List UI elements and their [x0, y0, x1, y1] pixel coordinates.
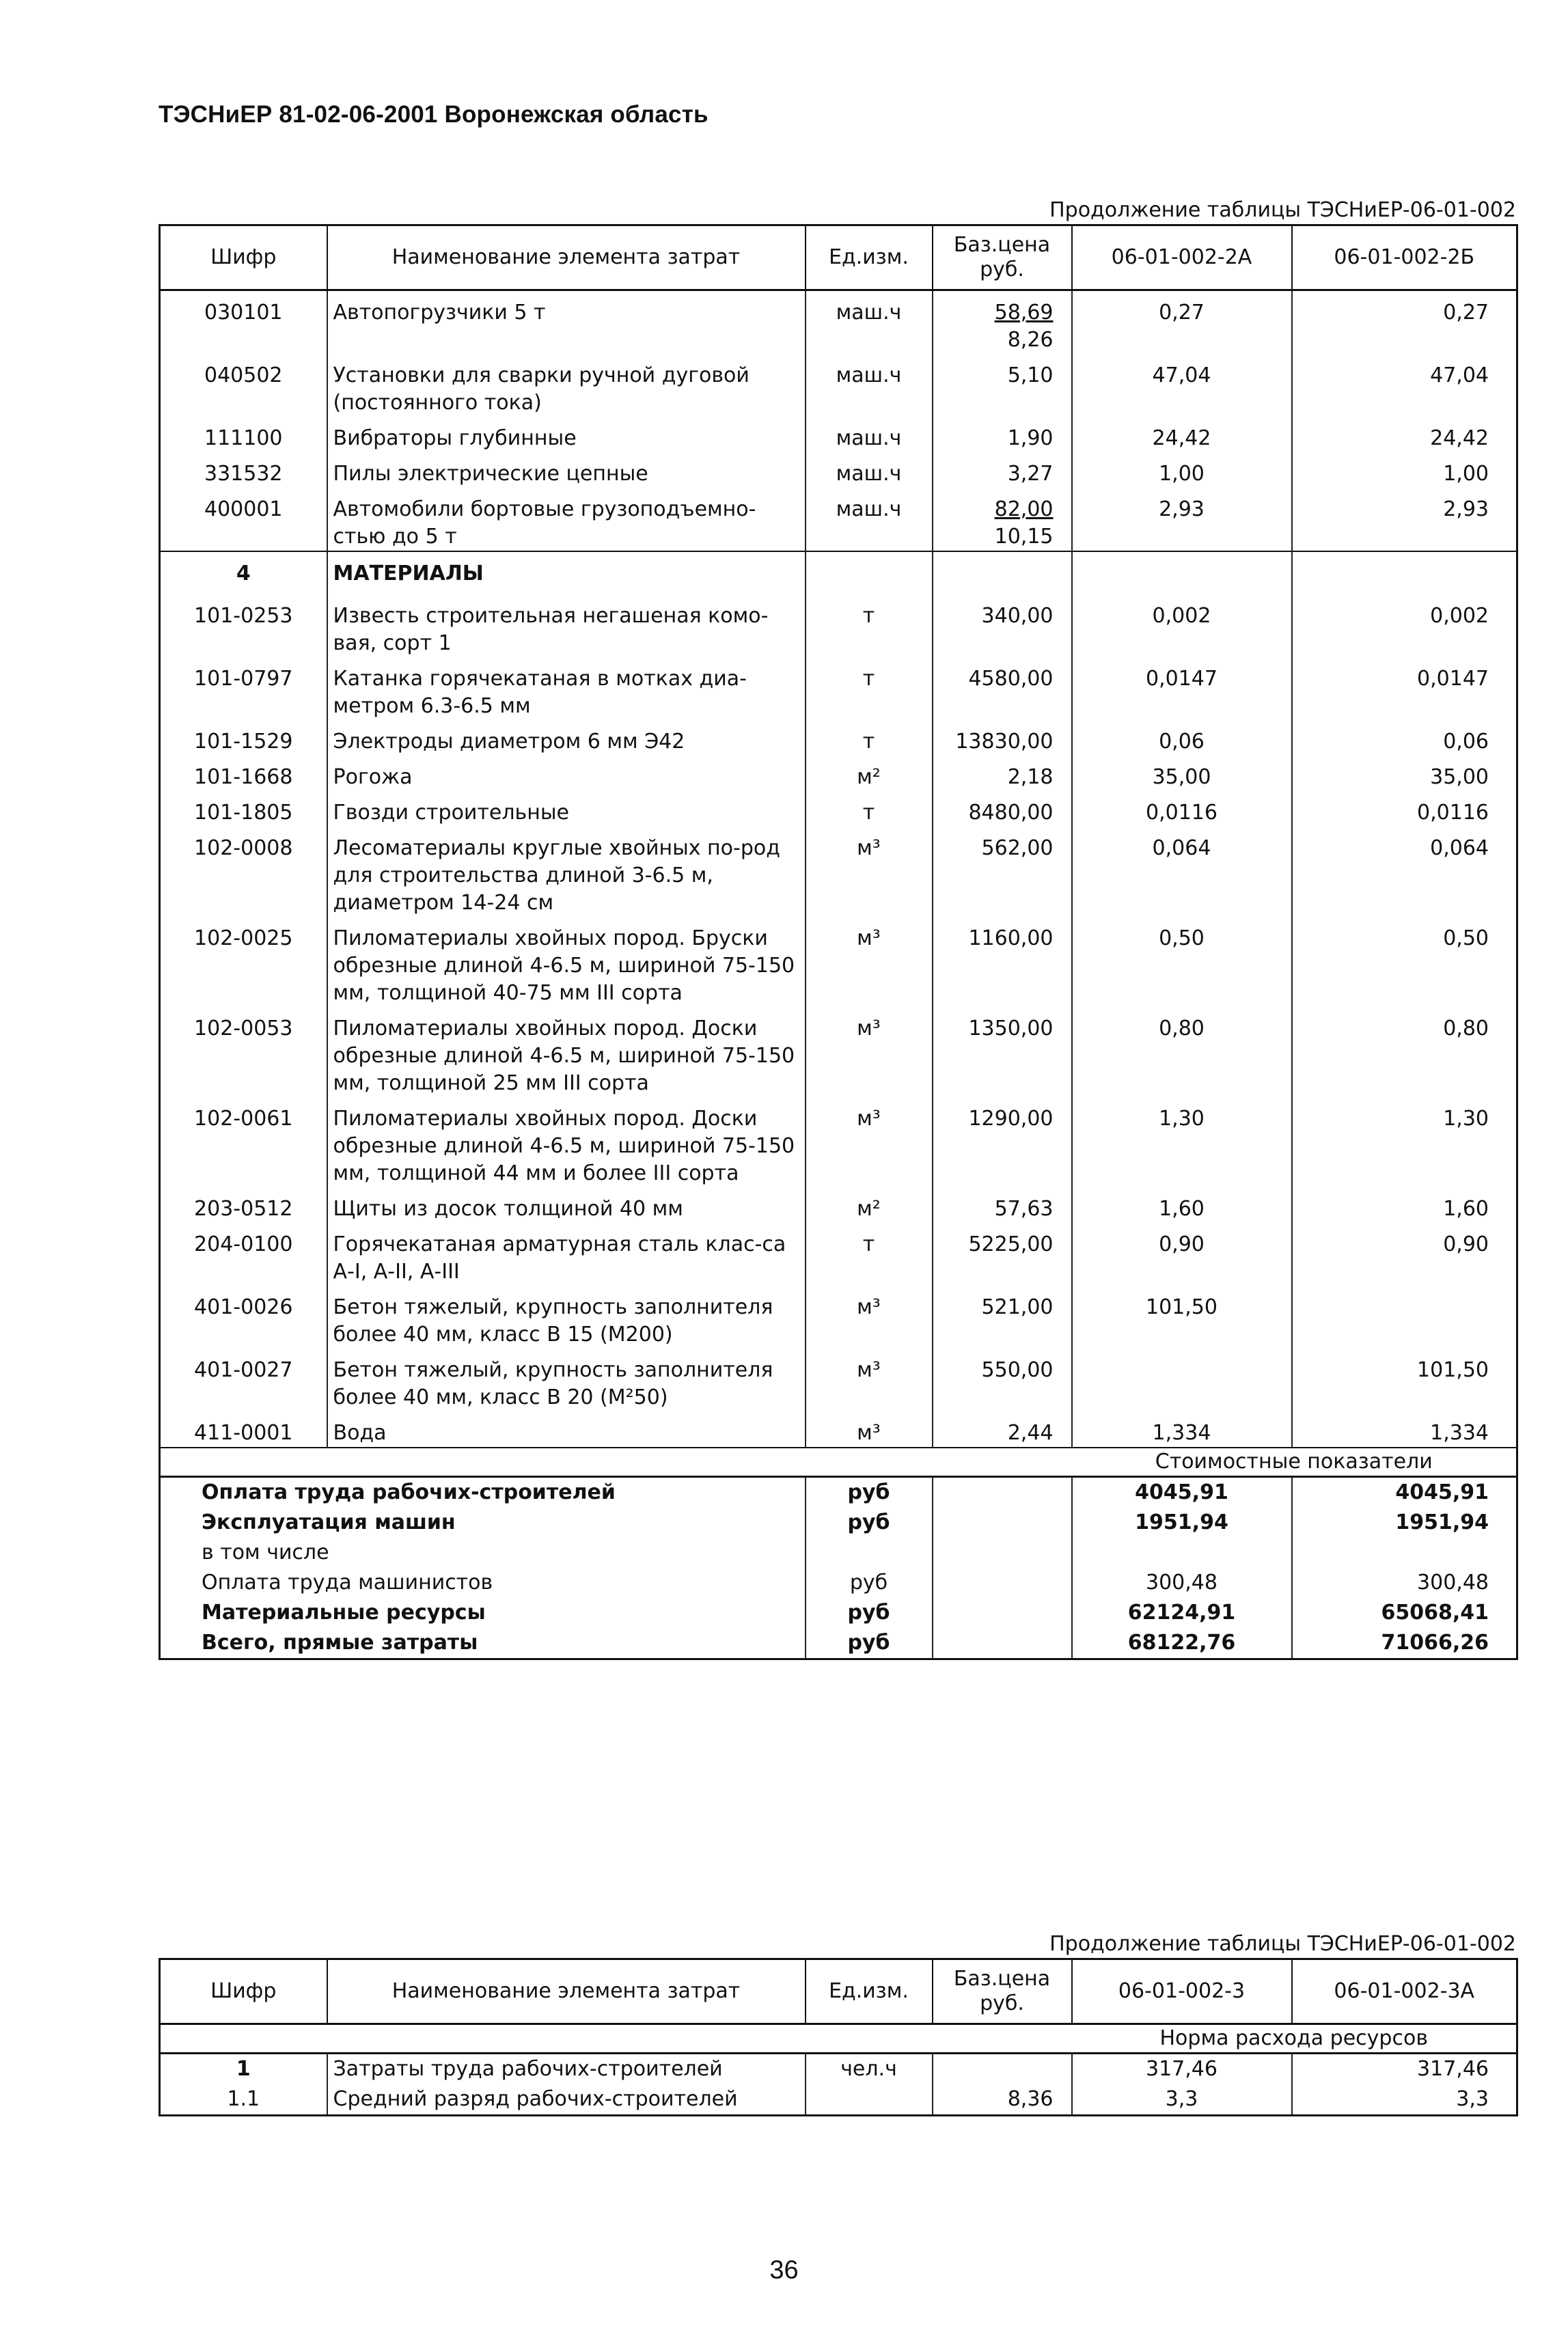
unit-cell: м³	[806, 1097, 933, 1187]
unit-cell: м²	[806, 1187, 933, 1223]
value-b-cell: 35,00	[1292, 756, 1517, 791]
value-a-cell: 3,3	[1072, 2084, 1292, 2116]
cost-label: Эксплуатация машин	[202, 1510, 456, 1534]
code-cell: 101-1805	[194, 801, 293, 825]
value-a-cell: 1,30	[1072, 1097, 1292, 1187]
table-row	[160, 354, 1517, 417]
norm-header: Норма расхода ресурсов	[1072, 2024, 1517, 2054]
price-value: 82,00	[994, 497, 1054, 521]
value-b-cell: 0,06	[1292, 720, 1517, 756]
header-code: Шифр	[160, 225, 327, 290]
cost-value-a: 300,48	[1072, 1568, 1292, 1598]
table-row	[160, 488, 1517, 551]
value-b-cell: 0,50	[1292, 917, 1517, 1007]
table-header-row	[160, 225, 1517, 290]
name-cell: Электроды диаметром 6 мм Э42	[327, 720, 806, 756]
value-b-cell: 3,3	[1292, 2084, 1517, 2116]
table-row	[160, 791, 1517, 827]
name-cell: Пилы электрические цепные	[327, 452, 806, 488]
cost-row	[160, 1598, 1517, 1628]
section-number: 4	[160, 551, 327, 594]
unit-cell: м³	[806, 1349, 933, 1411]
value-b-cell: 1,00	[1292, 452, 1517, 488]
name-cell: Вибраторы глубинные	[327, 417, 806, 452]
cost-value-a	[1072, 1538, 1292, 1568]
price-cell: 2,18	[933, 756, 1072, 791]
name-cell: Горячекатаная арматурная сталь клас-са А-I, А-II, А-III	[327, 1223, 806, 1286]
header-col-b: 06-01-002-3А	[1292, 1959, 1517, 2024]
name-cell: Затраты труда рабочих-строителей	[327, 2054, 806, 2085]
value-a-cell: 101,50	[1072, 1286, 1292, 1349]
table-row	[160, 756, 1517, 791]
cost-value-b: 1951,94	[1292, 1508, 1517, 1538]
header-name: Наименование элемента затрат	[327, 1959, 806, 2024]
price-cell	[933, 488, 1072, 551]
table-row	[160, 720, 1517, 756]
unit-cell: маш.ч	[806, 417, 933, 452]
price-cell: 562,00	[933, 827, 1072, 917]
name-cell: Щиты из досок толщиной 40 мм	[327, 1187, 806, 1223]
name-cell: Вода	[327, 1411, 806, 1448]
table-header-row	[160, 1959, 1517, 2024]
value-b-cell: 2,93	[1292, 488, 1517, 551]
table-row	[160, 452, 1517, 488]
value-b-cell: 0,90	[1292, 1223, 1517, 1286]
unit-cell: маш.ч	[806, 452, 933, 488]
cost-unit	[806, 1538, 933, 1568]
page-number: 36	[769, 2256, 799, 2284]
unit-cell: т	[806, 657, 933, 720]
value-b-cell: 47,04	[1292, 354, 1517, 417]
price-cell: 340,00	[933, 594, 1072, 657]
value-b-cell: 317,46	[1292, 2054, 1517, 2085]
cost-unit: руб	[806, 1508, 933, 1538]
table-row	[160, 1349, 1517, 1411]
unit-cell: м³	[806, 1286, 933, 1349]
value-a-cell: 0,0147	[1072, 657, 1292, 720]
table-row	[160, 290, 1517, 355]
unit-cell: т	[806, 720, 933, 756]
code-cell: 1	[236, 2057, 251, 2081]
cost-unit: руб	[806, 1568, 933, 1598]
value-a-cell: 317,46	[1072, 2054, 1292, 2085]
code-cell: 101-0797	[194, 667, 293, 691]
code-cell: 204-0100	[194, 1232, 293, 1256]
cost-indicators-header-row	[160, 1448, 1517, 1477]
price-cell: 1,90	[933, 417, 1072, 452]
cost-value-b	[1292, 1538, 1517, 1568]
code-cell: 401-0026	[194, 1295, 293, 1319]
table-row	[160, 417, 1517, 452]
cost-value-b: 300,48	[1292, 1568, 1517, 1598]
value-a-cell: 0,90	[1072, 1223, 1292, 1286]
value-a-cell: 0,06	[1072, 720, 1292, 756]
cost-unit: руб	[806, 1628, 933, 1659]
page-title: ТЭСНиЕР 81-02-06-2001 Воронежская область	[159, 101, 709, 128]
name-cell: Пиломатериалы хвойных пород. Доски обрезные длиной 4-6.5 м, шириной 75-150 мм, толщиной 44 мм и более III сорта	[327, 1097, 806, 1187]
cost-unit: руб	[806, 1598, 933, 1628]
unit-cell: м³	[806, 1411, 933, 1448]
code-cell: 101-1529	[194, 730, 293, 754]
name-cell: Автомобили бортовые грузоподъемно-стью до 5 т	[327, 488, 806, 551]
resources-table-3-3a	[159, 1958, 1518, 2116]
name-cell: Бетон тяжелый, крупность заполнителя более 40 мм, класс В 15 (М200)	[327, 1286, 806, 1349]
price-cell: 521,00	[933, 1286, 1072, 1349]
price-cell: 5225,00	[933, 1223, 1072, 1286]
cost-row	[160, 1477, 1517, 1508]
cost-row	[160, 1508, 1517, 1538]
name-cell: Пиломатериалы хвойных пород. Бруски обрезные длиной 4-6.5 м, шириной 75-150 мм, толщиной 40-75 мм III сорта	[327, 917, 806, 1007]
value-a-cell: 2,93	[1072, 488, 1292, 551]
header-col-a: 06-01-002-2А	[1072, 225, 1292, 290]
table-row	[160, 1007, 1517, 1097]
value-a-cell: 0,80	[1072, 1007, 1292, 1097]
value-b-cell: 101,50	[1292, 1349, 1517, 1411]
cost-label: в том числе	[202, 1541, 329, 1564]
price-cell: 2,44	[933, 1411, 1072, 1448]
value-a-cell: 35,00	[1072, 756, 1292, 791]
name-cell: Известь строительная негашеная комо-вая, сорт 1	[327, 594, 806, 657]
price-cell: 57,63	[933, 1187, 1072, 1223]
unit-cell: маш.ч	[806, 354, 933, 417]
cost-value-a: 68122,76	[1072, 1628, 1292, 1659]
value-b-cell: 0,002	[1292, 594, 1517, 657]
table-row	[160, 2084, 1517, 2116]
value-b-cell: 0,064	[1292, 827, 1517, 917]
code-cell: 040502	[204, 363, 283, 387]
price-cell: 4580,00	[933, 657, 1072, 720]
unit-cell: т	[806, 1223, 933, 1286]
code-cell: 111100	[204, 426, 283, 450]
name-cell: Бетон тяжелый, крупность заполнителя более 40 мм, класс В 20 (М²50)	[327, 1349, 806, 1411]
table-row	[160, 1411, 1517, 1448]
code-cell: 331532	[204, 462, 283, 486]
unit-cell: маш.ч	[806, 488, 933, 551]
unit-cell: м³	[806, 917, 933, 1007]
header-price: Баз.цена руб.	[933, 1959, 1072, 2024]
price-cell: 1160,00	[933, 917, 1072, 1007]
price-driver-value: 8,26	[1007, 328, 1054, 352]
header-price: Баз.цена руб.	[933, 225, 1072, 290]
code-cell: 401-0027	[194, 1358, 293, 1382]
cost-indicators-header: Стоимостные показатели	[1072, 1448, 1517, 1477]
name-cell: Лесоматериалы круглые хвойных по-род для строительства длиной 3-6.5 м, диаметром 14-24 см	[327, 827, 806, 917]
price-cell	[933, 2054, 1072, 2085]
value-b-cell: 1,334	[1292, 1411, 1517, 1448]
norm-header-row	[160, 2024, 1517, 2054]
code-cell: 030101	[204, 301, 283, 325]
price-cell: 1290,00	[933, 1097, 1072, 1187]
value-a-cell: 1,00	[1072, 452, 1292, 488]
cost-row	[160, 1538, 1517, 1568]
table-row	[160, 1187, 1517, 1223]
price-cell: 13830,00	[933, 720, 1072, 756]
code-cell: 102-0025	[194, 926, 293, 950]
cost-value-a: 1951,94	[1072, 1508, 1292, 1538]
name-cell: Рогожа	[327, 756, 806, 791]
table-row	[160, 2054, 1517, 2085]
value-a-cell: 47,04	[1072, 354, 1292, 417]
cost-value-b: 4045,91	[1292, 1477, 1517, 1508]
name-cell: Катанка горячекатаная в мотках диа-метром 6.3-6.5 мм	[327, 657, 806, 720]
value-a-cell: 1,60	[1072, 1187, 1292, 1223]
value-a-cell: 0,002	[1072, 594, 1292, 657]
cost-label: Оплата труда рабочих-строителей	[202, 1480, 616, 1504]
name-cell: Установки для сварки ручной дуговой (постоянного тока)	[327, 354, 806, 417]
value-a-cell: 0,50	[1072, 917, 1292, 1007]
cost-label: Всего, прямые затраты	[202, 1631, 478, 1655]
cost-value-b: 65068,41	[1292, 1598, 1517, 1628]
cost-value-b: 71066,26	[1292, 1628, 1517, 1659]
price-cell: 5,10	[933, 354, 1072, 417]
cost-label: Материальные ресурсы	[202, 1601, 486, 1625]
cost-value-a: 62124,91	[1072, 1598, 1292, 1628]
value-b-cell: 0,27	[1292, 290, 1517, 355]
price-cell: 8,36	[933, 2084, 1072, 2116]
unit-cell: чел.ч	[806, 2054, 933, 2085]
table-continuation-caption: Продолжение таблицы ТЭСНиЕР-06-01-002	[1049, 1932, 1516, 1956]
value-b-cell: 24,42	[1292, 417, 1517, 452]
code-cell: 101-0253	[194, 604, 293, 628]
price-cell: 3,27	[933, 452, 1072, 488]
header-code: Шифр	[160, 1959, 327, 2024]
header-col-b: 06-01-002-2Б	[1292, 225, 1517, 290]
value-b-cell	[1292, 1286, 1517, 1349]
value-a-cell	[1072, 1349, 1292, 1411]
value-b-cell: 1,60	[1292, 1187, 1517, 1223]
table-row	[160, 1097, 1517, 1187]
value-a-cell: 0,27	[1072, 290, 1292, 355]
header-unit: Ед.изм.	[806, 1959, 933, 2024]
header-unit: Ед.изм.	[806, 225, 933, 290]
unit-cell: м²	[806, 756, 933, 791]
cost-row	[160, 1568, 1517, 1598]
unit-cell	[806, 2084, 933, 2116]
name-cell: Гвозди строительные	[327, 791, 806, 827]
price-cell: 8480,00	[933, 791, 1072, 827]
section-title: МАТЕРИАЛЫ	[327, 551, 806, 594]
unit-cell: м³	[806, 827, 933, 917]
table-row	[160, 1286, 1517, 1349]
unit-cell: т	[806, 791, 933, 827]
resources-table-2a-2b	[159, 224, 1518, 1660]
table-continuation-caption: Продолжение таблицы ТЭСНиЕР-06-01-002	[1049, 198, 1516, 222]
table-row	[160, 917, 1517, 1007]
cost-label: Оплата труда машинистов	[202, 1571, 493, 1595]
value-a-cell: 0,064	[1072, 827, 1292, 917]
code-cell: 102-0008	[194, 836, 293, 860]
table-row	[160, 657, 1517, 720]
table-row	[160, 827, 1517, 917]
value-b-cell: 1,30	[1292, 1097, 1517, 1187]
table-row	[160, 1223, 1517, 1286]
code-cell: 411-0001	[194, 1421, 293, 1445]
unit-cell: маш.ч	[806, 290, 933, 355]
cost-value-a: 4045,91	[1072, 1477, 1292, 1508]
cost-row	[160, 1628, 1517, 1659]
value-b-cell: 0,0116	[1292, 791, 1517, 827]
price-value: 58,69	[994, 301, 1054, 325]
name-cell: Средний разряд рабочих-строителей	[327, 2084, 806, 2116]
name-cell: Пиломатериалы хвойных пород. Доски обрезные длиной 4-6.5 м, шириной 75-150 мм, толщиной 25 мм III сорта	[327, 1007, 806, 1097]
price-cell: 550,00	[933, 1349, 1072, 1411]
unit-cell: м³	[806, 1007, 933, 1097]
value-a-cell: 0,0116	[1072, 791, 1292, 827]
code-cell: 400001	[204, 497, 283, 521]
code-cell: 101-1668	[194, 765, 293, 789]
value-b-cell: 0,80	[1292, 1007, 1517, 1097]
name-cell: Автопогрузчики 5 т	[327, 290, 806, 355]
code-cell: 203-0512	[194, 1197, 293, 1221]
value-a-cell: 1,334	[1072, 1411, 1292, 1448]
price-cell	[933, 290, 1072, 355]
code-cell: 1.1	[227, 2087, 260, 2111]
price-driver-value: 10,15	[994, 525, 1054, 549]
unit-cell: т	[806, 594, 933, 657]
value-b-cell: 0,0147	[1292, 657, 1517, 720]
header-col-a: 06-01-002-3	[1072, 1959, 1292, 2024]
table-row	[160, 594, 1517, 657]
code-cell: 102-0061	[194, 1107, 293, 1131]
header-name: Наименование элемента затрат	[327, 225, 806, 290]
price-cell: 1350,00	[933, 1007, 1072, 1097]
section-row-materials	[160, 551, 1517, 594]
cost-unit: руб	[806, 1477, 933, 1508]
value-a-cell: 24,42	[1072, 417, 1292, 452]
code-cell: 102-0053	[194, 1017, 293, 1040]
